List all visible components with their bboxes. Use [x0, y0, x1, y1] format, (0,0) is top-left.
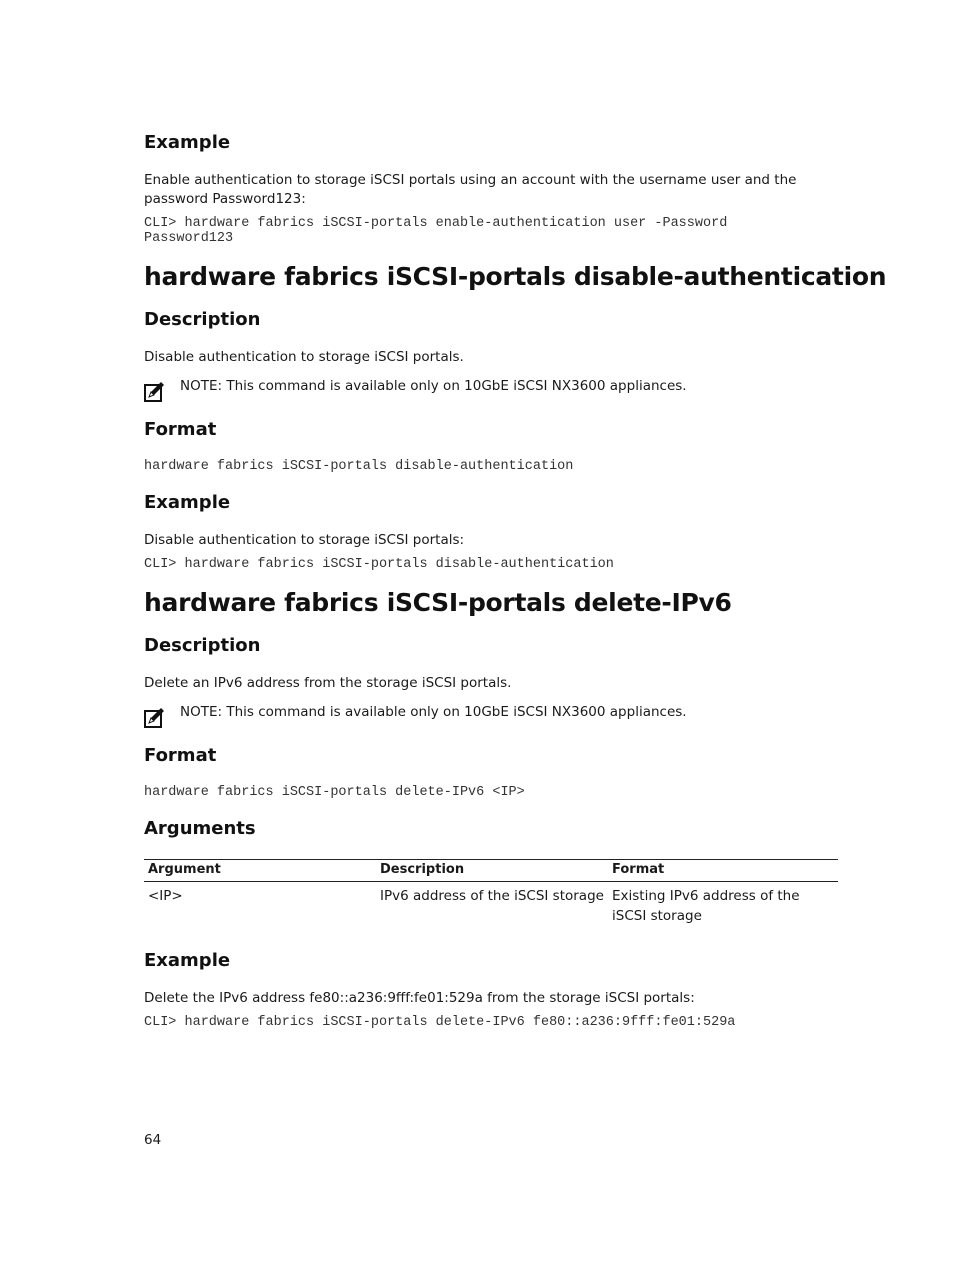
example-code-line: Password123: [144, 231, 234, 246]
format-code: hardware fabrics iSCSI-portals disable-authentication: [144, 459, 574, 474]
format-heading: Format: [144, 419, 217, 440]
note-block: [144, 380, 166, 406]
pencil-note-icon: [144, 380, 166, 402]
example-text: Disable authentication to storage iSCSI portals:: [144, 532, 465, 548]
example-code: CLI> hardware fabrics iSCSI-portals disable-authentication: [144, 557, 614, 572]
format-heading: Format: [144, 745, 217, 766]
note-label: NOTE:: [180, 704, 223, 720]
pencil-note-icon: [144, 706, 166, 728]
table-row: [144, 882, 838, 929]
description-heading: Description: [144, 309, 261, 330]
command-title: hardware fabrics iSCSI-portals disable-authentication: [144, 262, 887, 291]
page-number: 64: [144, 1132, 162, 1148]
column-header-format: Format: [608, 860, 838, 882]
table-cell-argument: <IP>: [148, 888, 183, 904]
description-text: Disable authentication to storage iSCSI portals.: [144, 349, 464, 365]
table-cell-format: Existing IPv6 address of the iSCSI storage: [612, 888, 800, 924]
format-code: hardware fabrics iSCSI-portals delete-IPv6 <IP>: [144, 785, 525, 800]
table-cell-description: IPv6 address of the iSCSI storage: [380, 888, 604, 904]
arguments-table-wrapper: [144, 859, 838, 928]
note-text: This command is available only on 10GbE iSCSI NX3600 appliances.: [226, 704, 687, 720]
table-header-row: [144, 860, 838, 882]
description-heading: Description: [144, 635, 261, 656]
example-text: Enable authentication to storage iSCSI portals using an account with the username user and the password Password123:: [144, 172, 797, 207]
arguments-table: [144, 859, 838, 928]
column-header-argument: Argument: [144, 860, 376, 882]
description-text: Delete an IPv6 address from the storage iSCSI portals.: [144, 675, 512, 691]
example-heading: Example: [144, 492, 231, 513]
example-code-line: CLI> hardware fabrics iSCSI-portals enable-authentication user -Password: [144, 216, 728, 231]
example-heading: Example: [144, 132, 231, 153]
note-text: This command is available only on 10GbE iSCSI NX3600 appliances.: [226, 378, 687, 394]
note: [180, 378, 687, 394]
example-code: CLI> hardware fabrics iSCSI-portals delete-IPv6 fe80::a236:9fff:fe01:529a: [144, 1015, 736, 1030]
note: [180, 704, 687, 720]
note-label: NOTE:: [180, 378, 223, 394]
column-header-description: Description: [376, 860, 608, 882]
example-text: Delete the IPv6 address fe80::a236:9fff:fe01:529a from the storage iSCSI portals:: [144, 990, 695, 1006]
command-title: hardware fabrics iSCSI-portals delete-IPv6: [144, 588, 732, 617]
note-block: [144, 706, 166, 732]
arguments-heading: Arguments: [144, 818, 256, 839]
example-heading: Example: [144, 950, 231, 971]
